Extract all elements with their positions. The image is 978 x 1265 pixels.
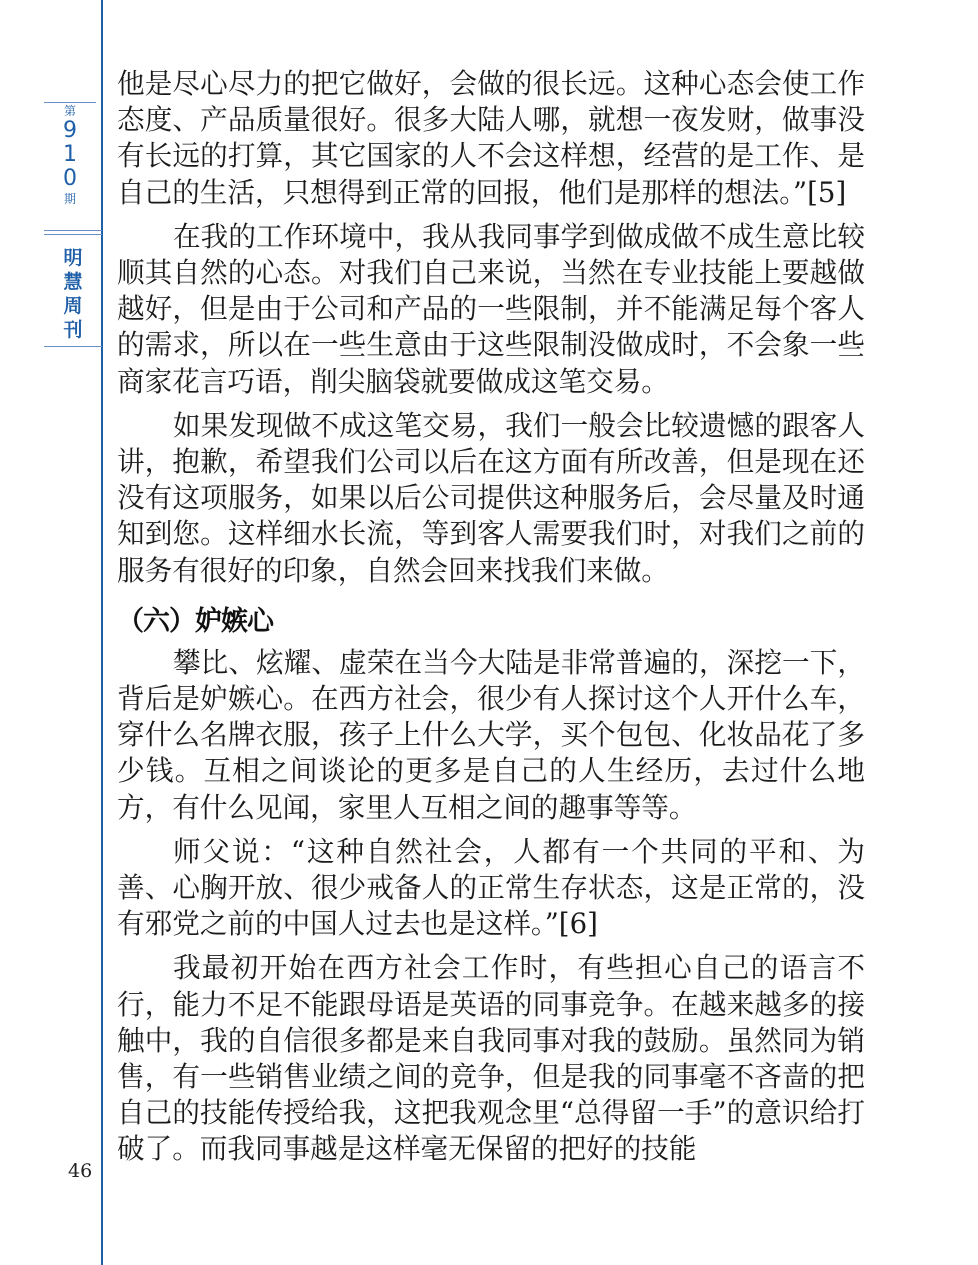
paragraph: 如果发现做不成这笔交易，我们一般会比较遗憾的跟客人讲，抱歉，希望我们公司以后在这方面有所改善，但是现在还没有这项服务，如果以后公司提供这种服务后，会尽量及时通知到您。这样细水长流，等到客人需要我们时，对我们之前的服务有很好的印象，自然会回来找我们来做。 <box>117 408 865 587</box>
magazine-title-char: 明 <box>63 247 83 269</box>
magazine-title-char: 刊 <box>63 319 83 341</box>
page-number: 46 <box>68 1160 93 1182</box>
issue-suffix: 期 <box>63 192 76 206</box>
paragraph: 攀比、炫耀、虚荣在当今大陆是非常普遍的，深挖一下，背后是妒嫉心。在西方社会，很少有人探讨这个人开什么车，穿什么名牌衣服，孩子上什么大学，买个包包、化妆品花了多少钱。互相之间谈论的更多是自己的人生经历，去过什么地方，有什么见闻，家里人互相之间的趣事等等。 <box>117 645 865 824</box>
magazine-title-char: 周 <box>63 295 83 317</box>
section-heading: （六）妒嫉心 <box>117 605 273 637</box>
divider <box>44 346 102 347</box>
margin-rule <box>101 0 103 1265</box>
divider <box>44 234 102 235</box>
issue-digit: 0 <box>63 166 77 191</box>
article-body <box>117 66 865 1170</box>
divider <box>44 230 102 231</box>
paragraph: 师父说：“这种自然社会，人都有一个共同的平和、为善、心胸开放、很少戒备人的正常生存状态，这是正常的，没有邪党之前的中国人过去也是这样。”[6] <box>117 834 865 941</box>
issue-digit: 9 <box>63 118 77 143</box>
paragraph: 他是尽心尽力的把它做好，会做的很长远。这种心态会使工作态度、产品质量很好。很多大陆人哪，就想一夜发财，做事没有长远的打算，其它国家的人不会这样想，经营的是工作、是自己的生活，只想得到正常的回报，他们是那样的想法。”[5] <box>117 67 865 209</box>
paragraph: 我最初开始在西方社会工作时，有些担心自己的语言不行，能力不足不能跟母语是英语的同事竞争。在越来越多的接触中，我的自信很多都是来自我同事对我的鼓励。虽然同为销售，有一些销售业绩之间的竞争，但是我的同事毫不吝啬的把自己的技能传授给我，这把我观念里“总得留一手”的意识给打破了。而我同事越是这样毫无保留的把好的技能 <box>117 951 865 1166</box>
magazine-title-char: 慧 <box>63 271 83 293</box>
magazine-title <box>60 246 86 342</box>
paragraph: 在我的工作环境中，我从我同事学到做成做不成生意比较顺其自然的心态。对我们自己来说，当然在专业技能上要越做越好，但是由于公司和产品的一些限制，并不能满足每个客人的需求，所以在一些生意由于这些限制没做成时，不会象一些商家花言巧语，削尖脑袋就要做成这笔交易。 <box>117 219 865 398</box>
issue-prefix: 第 <box>63 104 76 118</box>
issue-number-box <box>44 102 96 231</box>
issue-digit: 1 <box>63 142 77 167</box>
